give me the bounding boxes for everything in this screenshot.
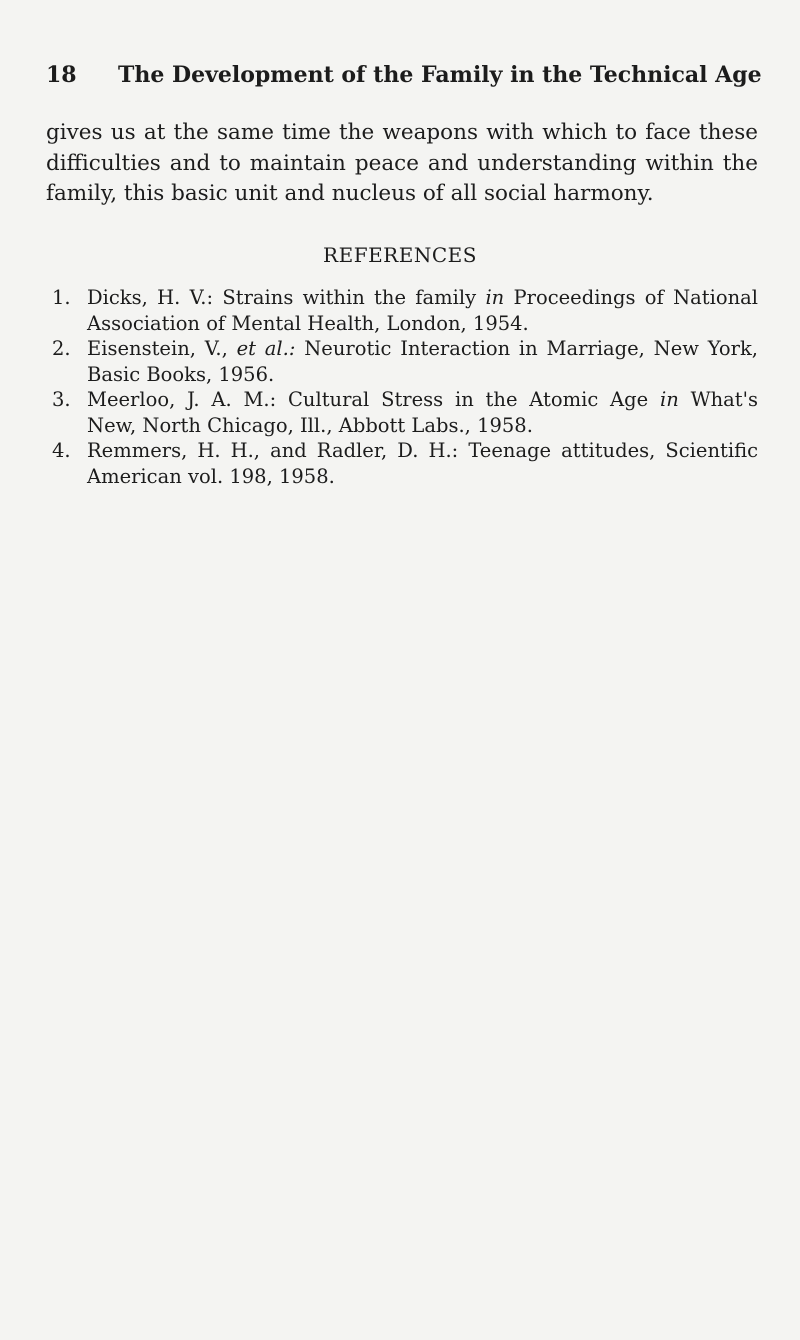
reference-line: Meerloo, J. A. M.: Cultural Stress in the Atomic Age in What's xyxy=(87,388,758,411)
body-line: family, this basic unit and nucleus of all social harmony. xyxy=(46,181,654,206)
reference-item xyxy=(52,387,758,438)
reference-item xyxy=(52,438,758,489)
reference-line: Association of Mental Health, London, 1954. xyxy=(87,311,529,335)
reference-line: New, North Chicago, Ill., Abbott Labs., 1958. xyxy=(87,413,533,437)
reference-item xyxy=(52,285,758,336)
page-number: 18 xyxy=(46,62,77,88)
running-title: The Development of the Family in the Technical Age xyxy=(118,62,762,88)
references-list xyxy=(52,285,758,489)
reference-line: American vol. 198, 1958. xyxy=(87,464,335,488)
reference-number: 4. xyxy=(52,439,71,462)
reference-line: Eisenstein, V., et al.: Neurotic Interaction in Marriage, New York, xyxy=(87,337,758,360)
running-head xyxy=(46,62,766,88)
reference-line: Remmers, H. H., and Radler, D. H.: Teenage attitudes, Scientific xyxy=(87,439,758,462)
body-line: difficulties and to maintain peace and understanding within the xyxy=(46,150,758,176)
reference-line: Basic Books, 1956. xyxy=(87,362,275,386)
body-line: gives us at the same time the weapons with which to face these xyxy=(46,120,758,145)
reference-number: 3. xyxy=(52,388,71,411)
body-paragraph xyxy=(46,118,758,210)
references-heading: REFERENCES xyxy=(323,243,477,267)
reference-item xyxy=(52,336,758,387)
reference-line: Dicks, H. V.: Strains within the family in Proceedings of National xyxy=(87,286,758,309)
reference-number: 2. xyxy=(52,337,71,360)
reference-number: 1. xyxy=(52,286,71,309)
